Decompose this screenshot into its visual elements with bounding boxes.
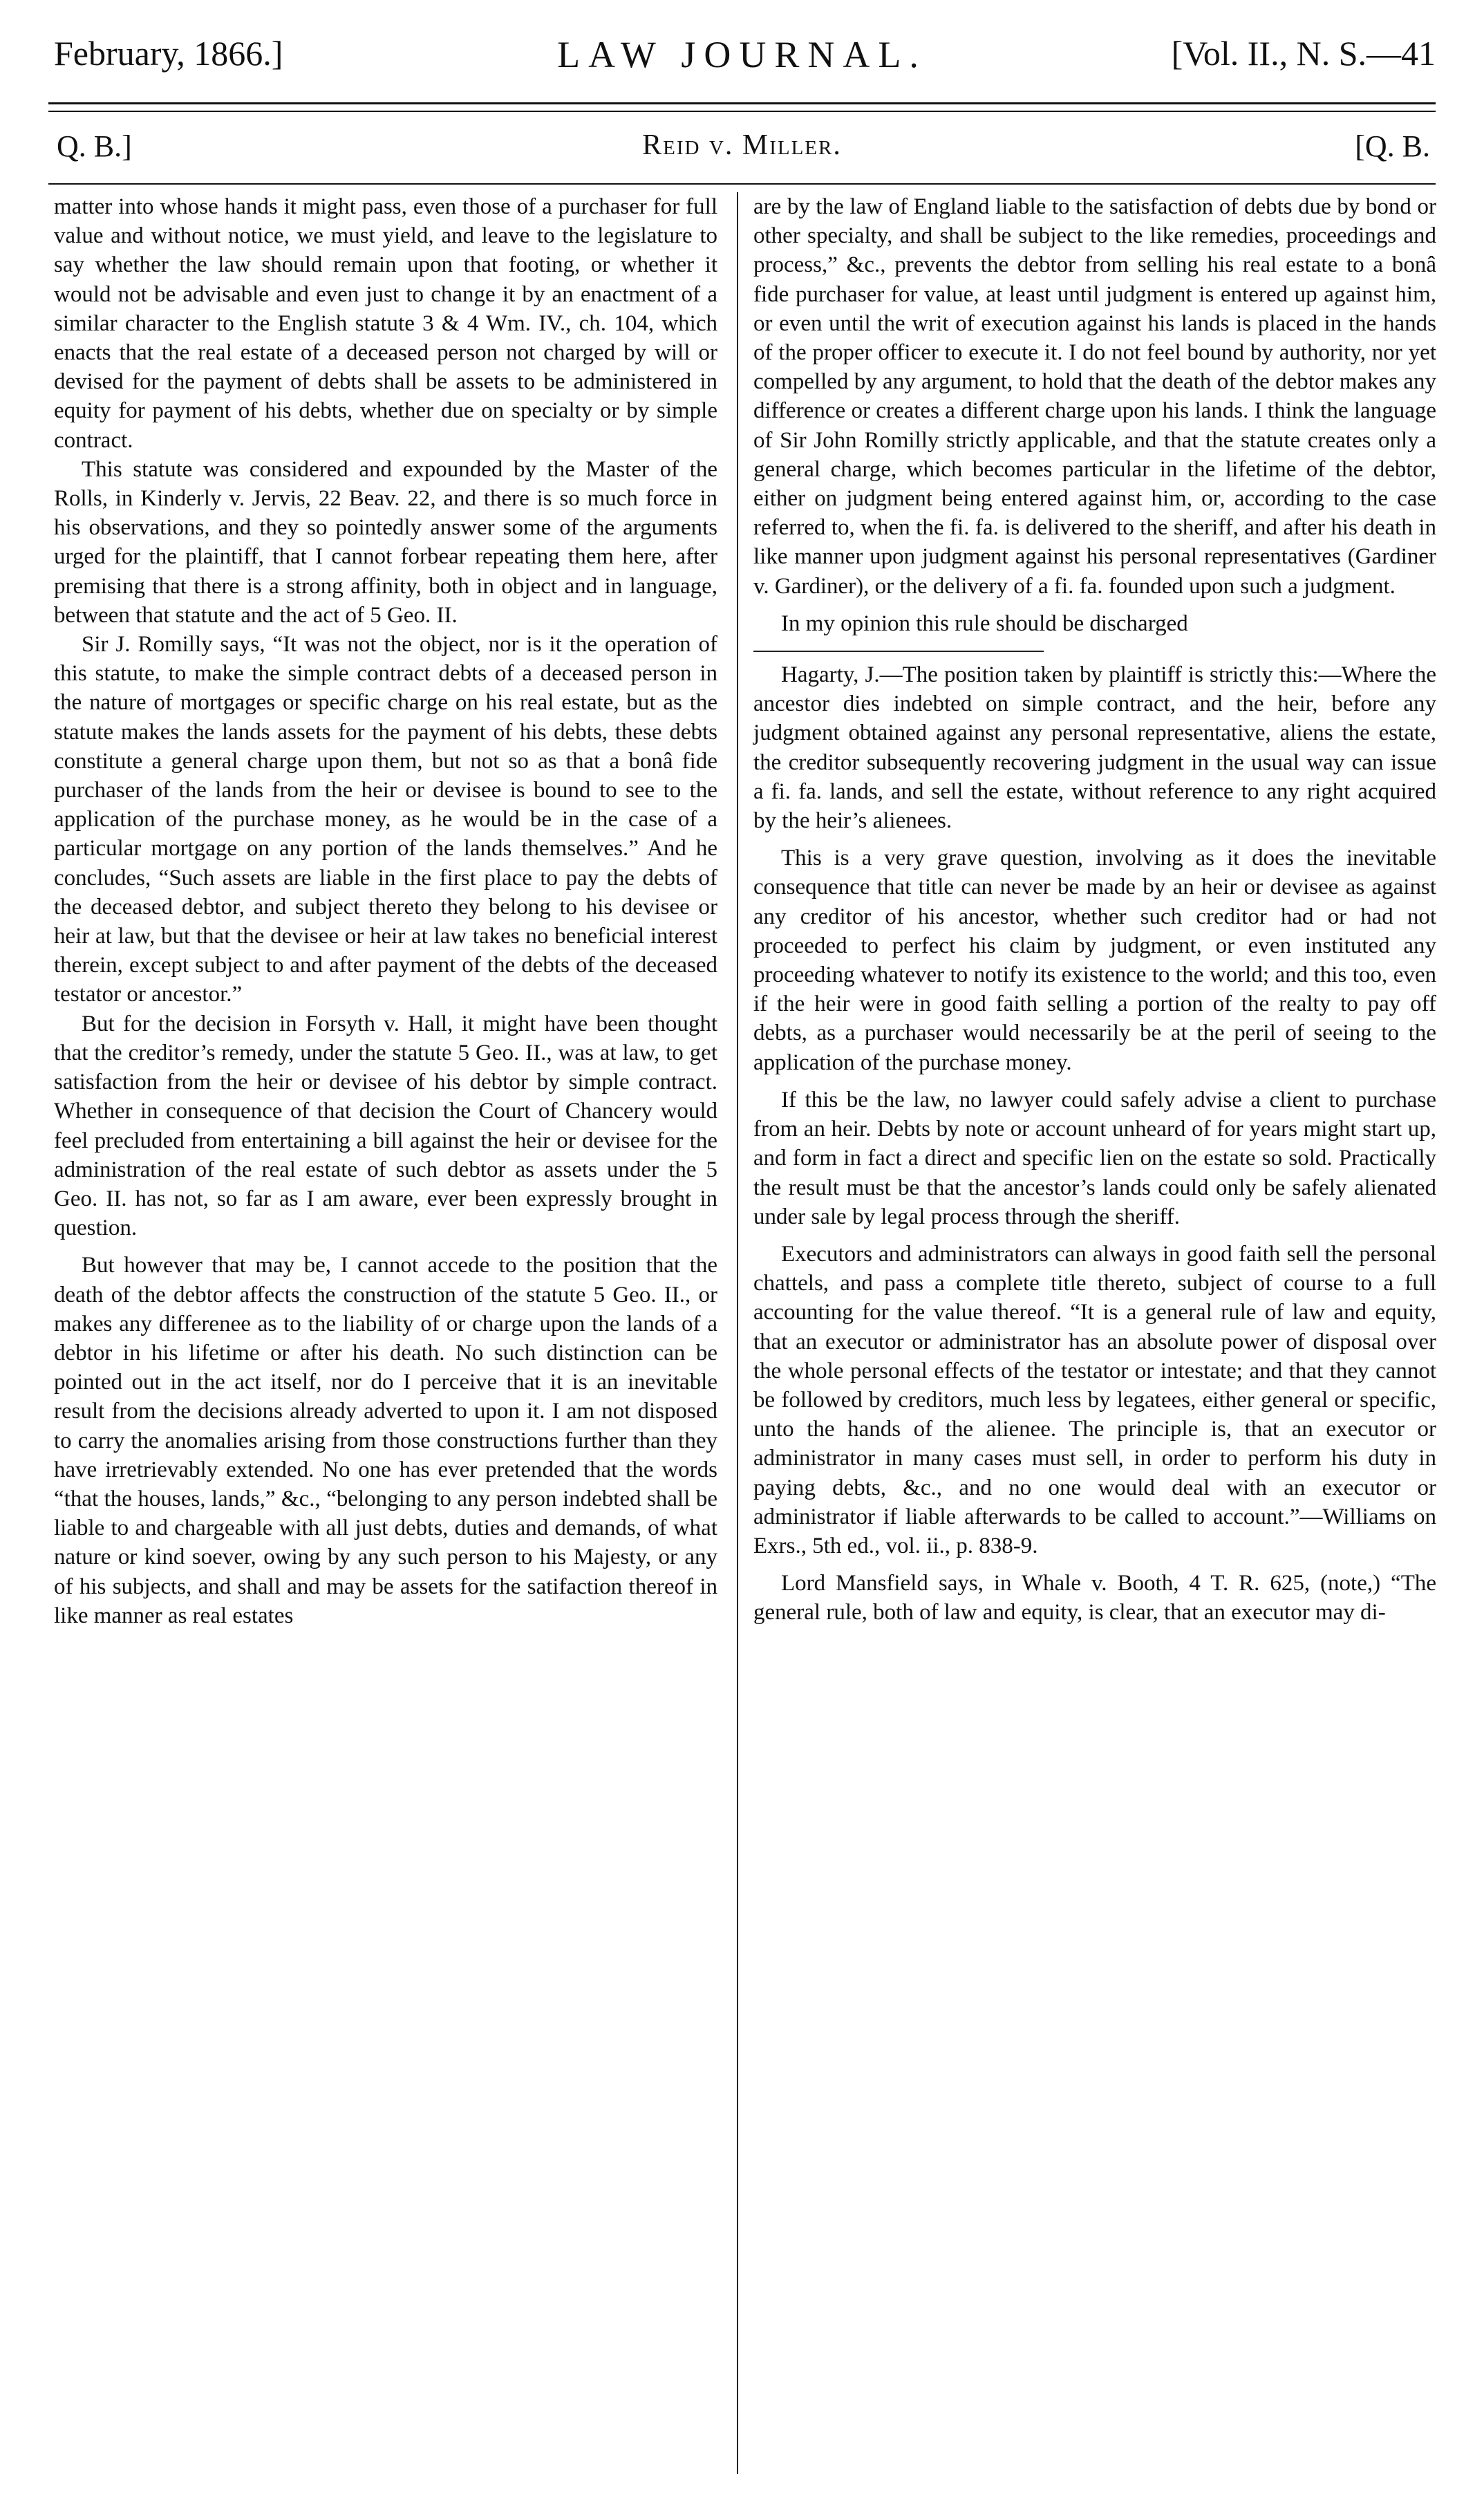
column-divider <box>737 192 738 2474</box>
court-label-left: Q. B.] <box>57 129 132 163</box>
paragraph: But for the decision in Forsyth v. Hall, it might have been thought that the creditor’s remedy, under the statute 5 Geo. II., was at law, to get satisfaction from the heir or devisee of his debtor by simple contract. Whether in consequence of that decision the Court of Chancery would feel precluded from entertaining a bill against the heir or devisee for the administration of the real estate of such debtor as assets under the 5 Geo. II. has not, so far as I am aware, ever been expressly brought in question. <box>54 1011 717 1241</box>
paragraph: This statute was considered and expounded by the Master of the Rolls, in Kinderly v. Jervis, 22 Beav. 22, and there is so much force in his observations, and they so pointedly answer some of the arguments urged for the plaintiff, that I cannot forbear repeating them here, after premising that there is a strong affinity, both in object and in language, between that statute and the act of 5 Geo. II. <box>54 456 717 628</box>
paragraph: But however that may be, I cannot accede to the position that the death of the debtor affects the construction of the statute 5 Geo. II., or makes any differenee as to the liability of or charge upon the lands of a debtor in his lifetime or after his death. No such distinction can be pointed out in the act itself, nor do I perceive that it is an inevitable result from the decisions already adverted to upon it. I am not disposed to carry the anomalies arising from those constructions further than they have irretrievably extended. No one has ever pretended that the words “that the houses, lands,” &c., “belonging to any person indebted shall be liable to and chargeable with all just debts, duties and demands, of what nature or kind soever, owing by any such person to his Majesty, or any of his subjects, and shall and may be assets for the satifaction thereof in like manner as real estates <box>54 1253 717 1628</box>
right-column <box>753 192 1436 1628</box>
header-rule-top <box>48 102 1436 104</box>
court-label-right: [Q. B. <box>1355 129 1430 163</box>
left-column <box>54 192 717 1630</box>
header-date: February, 1866.] <box>54 34 283 73</box>
header-volume-page: [Vol. II., N. S.—41 <box>1171 34 1436 73</box>
paragraph: matter into whose hands it might pass, even those of a purchaser for full value and without notice, we must yield, and leave to the legislature to say whether the law should remain upon that footing, or whether it would not be advisable and even just to change it by an enactment of a similar character to the English statute 3 & 4 Wm. IV., ch. 104, which enacts that the real estate of a deceased person not charged by will or devised for the payment of debts shall be assets to be administered in equity for payment of his debts, whether due on specialty or by simple contract. <box>54 194 717 453</box>
case-title: Reid v. Miller. <box>642 129 842 161</box>
paragraph: If this be the law, no lawyer could safely advise a client to purchase from an heir. Debts by note or account unheard of for years might start up, and form in fact a direct and specific lien on the estate so sold. Practically the result must be that the ancestor’s lands could only be safely alienated under sale by legal process through the sheriff. <box>753 1087 1436 1229</box>
paragraph: Hagarty, J.—The position taken by plaintiff is strictly this:—Where the ancestor dies indebted on simple contract, and the heir, before any judgment obtained against any personal representative, aliens the estate, the creditor subsequently recovering judgment in the usual way can issue a fi. fa. lands, and sell the estate, without reference to any right acquired by the heir’s alienees. <box>753 662 1436 834</box>
paragraph: This is a very grave question, involving as it does the inevitable consequence that title can never be made by an heir or devisee as against any creditor of his ancestor, whether such creditor had or had not proceeded to perfect his claim by judgment, or even instituted any proceeding whatever to notify its existence to the world; and this too, even if the heir were in good faith selling a portion of the realty to pay off debts, as a purchaser would necessarily be at the peril of seeing to the application of the purchase money. <box>753 846 1436 1075</box>
section-separator <box>753 651 1044 652</box>
subheader-rule <box>48 183 1436 185</box>
paragraph: Executors and administrators can always in good faith sell the personal chattels, and pass a complete title thereto, subject of course to a full accounting for the value thereof. “It is a general rule of law and equity, that an executor or administrator has an absolute power of disposal over the whole personal effects of the testator or intestate; and that they cannot be followed by creditors, much less by legatees, either general or specific, unto the hands of the alienee. The principle is, that an executor or administrator in many cases must sell, in order to perform his duty in paying debts, &c., and no one would deal with an executor or administrator if liable afterwards to be called to account.”—Williams on Exrs., 5th ed., vol. ii., p. 838-9. <box>753 1241 1436 1558</box>
header-journal-title: LAW JOURNAL. <box>557 34 927 75</box>
paragraph: In my opinion this rule should be discharged <box>781 611 1188 636</box>
paragraph: Sir J. Romilly says, “It was not the object, nor is it the operation of this statute, to make the simple contract debts of a deceased person in the nature of mortgages or specific charge on his real estate, but as the statute makes the lands assets for the payment of his debts, these debts constitute a general charge upon them, but not so as that a bonâ fide purchaser of the lands from the heir or devisee is bound to see to the application of the purchase money, as he would be in the case of a particular mortgage on any portion of the lands themselves.” And he concludes, “Such assets are liable in the first place to pay the debts of the deceased debtor, and subject thereto they belong to his devisee or heir at law, but that the devisee or heir at law takes no beneficial interest therein, except subject to and after payment of the debts of the deceased testator or ancestor.” <box>54 632 717 1007</box>
header-rule-bottom <box>48 111 1436 112</box>
paragraph: are by the law of England liable to the satisfaction of debts due by bond or other specialty, and shall be subject to the like remedies, proceedings and process,” &c., prevents the debtor from selling his real estate to a bonâ fide purchaser for value, at least until judgment is entered up against him, or even until the writ of execution against his lands is placed in the hands of the proper officer to execute it. I do not feel bound by authority, nor yet compelled by any argument, to hold that the death of the debtor makes any difference or creates a different charge upon his lands. I think the language of Sir John Romilly strictly applicable, and that the statute creates only a general charge, which becomes particular in the lifetime of the debtor, either on judgment being entered against him, or, according to the case referred to, when the fi. fa. is delivered to the sheriff, and after his death in like manner upon judgment against his personal representatives (Gardiner v. Gardiner), or the delivery of a fi. fa. founded upon such a judgment. <box>753 194 1436 599</box>
paragraph: Lord Mansfield says, in Whale v. Booth, 4 T. R. 625, (note,) “The general rule, both of law and equity, is clear, that an executor may di- <box>753 1571 1436 1625</box>
